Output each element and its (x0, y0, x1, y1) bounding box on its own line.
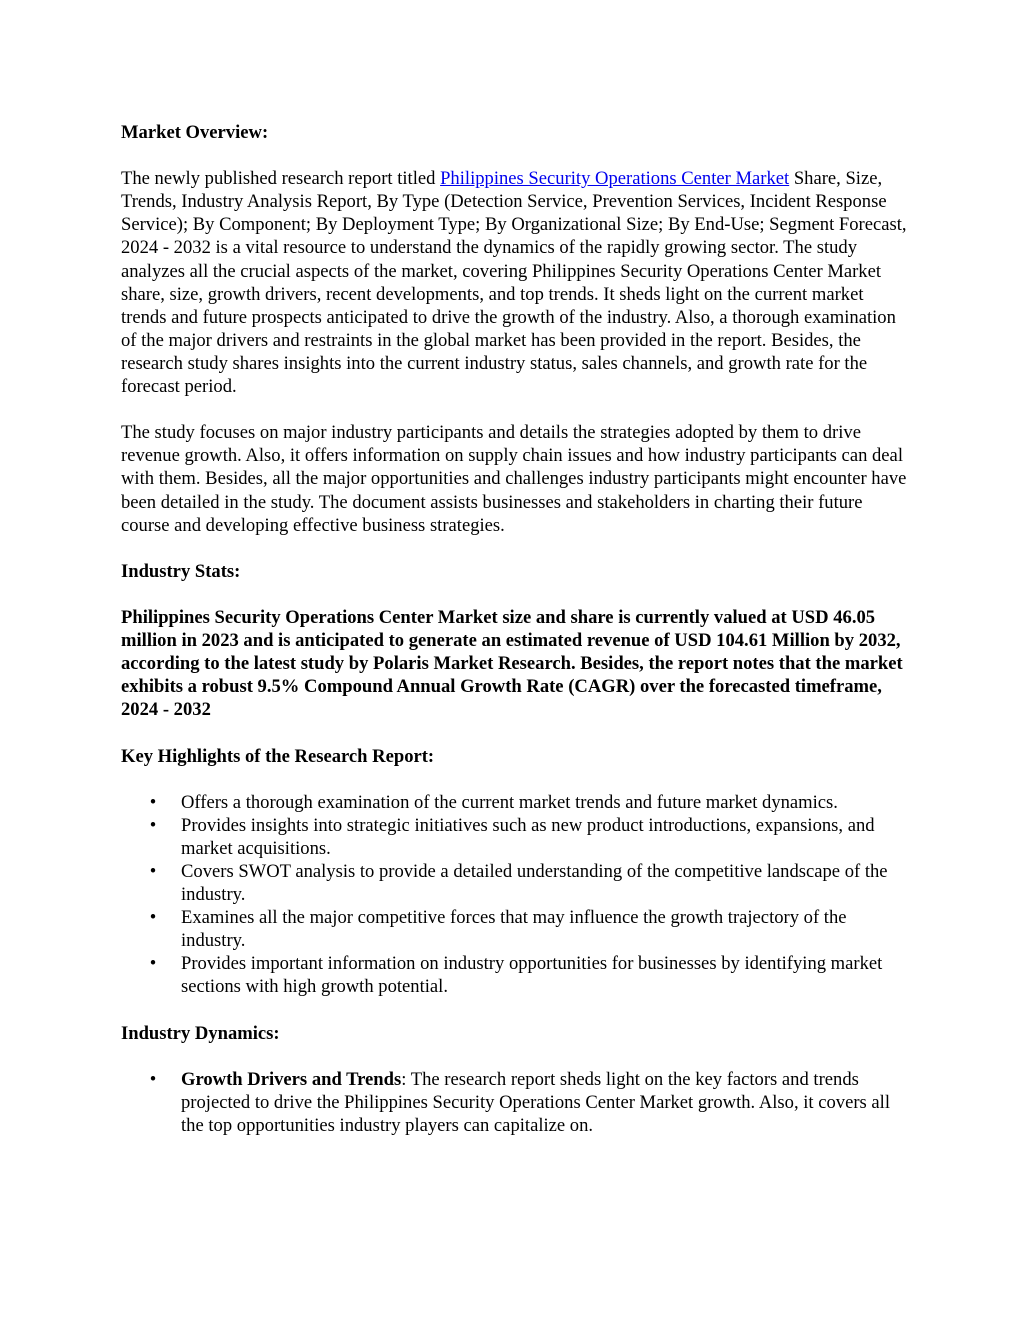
list-item (121, 860, 911, 906)
key-highlights-heading: Key Highlights of the Research Report: (121, 745, 435, 767)
bullet-icon: • (149, 907, 157, 929)
bullet-icon: • (149, 814, 157, 836)
market-overview-paragraph-2: The study focuses on major industry participants and details the strategies adopted by them to drive revenue growth. Also, it offers information on supply chain issues and how industry participants can deal with them. Besides, all the major opportunities and challenges industry participants might encounter have been detailed in the study. The document assists businesses and stakeholders in charting their future course and developing effective business strategies. (121, 422, 907, 536)
list-item-text: Provides insights into strategic initiatives such as new product introductions, expansions, and market acquisitions. (181, 814, 875, 859)
document-page (121, 121, 911, 1137)
bullet-icon: • (149, 1068, 157, 1090)
para1-body-text: Share, Size, Trends, Industry Analysis Report, By Type (Detection Service, Prevention Services, Incident Response Service); By Component; By Deployment Type; By Organizational Size; By End-Use; Segment Forecast, 2024 - 2032 is a vital resource to understand the dynamics of the rapidly growing sector. The study analyzes all the crucial aspects of the market, covering Philippines Security Operations Center Market share, size, growth drivers, recent developments, and top trends. It sheds light on the current market trends and future prospects anticipated to drive the growth of the industry. Also, a thorough examination of the major drivers and restraints in the global market has been provided in the report. Besides, the research study shares insights into the current industry status, sales channels, and growth rate for the forecast period. (121, 168, 907, 398)
industry-dynamics-heading: Industry Dynamics: (121, 1022, 280, 1044)
industry-dynamics-list (121, 1068, 911, 1137)
list-item (121, 906, 911, 952)
para1-intro-text: The newly published research report titled (121, 168, 441, 190)
report-title-link[interactable]: Philippines Security Operations Center Market (440, 168, 790, 190)
list-item-text: Provides important information on industry opportunities for businesses by identifying market sections with high growth potential. (181, 953, 883, 998)
list-item (121, 814, 911, 860)
list-item-text: Offers a thorough examination of the current market trends and future market dynamics. (181, 791, 838, 813)
list-item (121, 791, 911, 814)
list-item-text: Covers SWOT analysis to provide a detailed understanding of the competitive landscape of the industry. (181, 861, 888, 906)
bullet-icon: • (149, 953, 157, 975)
industry-stats-paragraph: Philippines Security Operations Center Market size and share is currently valued at USD 46.05 million in 2023 and is anticipated to generate an estimated revenue of USD 104.61 Million by 2032, according to the latest study by Polaris Market Research. Besides, the report notes that the market exhibits a robust 9.5% Compound Annual Growth Rate (CAGR) over the forecasted timeframe, 2024 - 2032 (121, 606, 903, 721)
key-highlights-list (121, 791, 911, 999)
list-item (121, 952, 911, 998)
dynamics-item-title: Growth Drivers and Trends (181, 1068, 402, 1090)
market-overview-paragraph-1 (121, 167, 911, 398)
dynamics-item-text: : The research report sheds light on the key factors and trends projected to drive the Philippines Security Operations Center Market growth. Also, it covers all the top opportunities industry players can capitalize on. (181, 1068, 890, 1137)
market-overview-heading: Market Overview: (121, 122, 269, 143)
bullet-icon: • (149, 791, 157, 813)
list-item-text: Examines all the major competitive forces that may influence the growth trajectory of the industry. (181, 907, 847, 952)
list-item (121, 1068, 911, 1137)
industry-stats-heading: Industry Stats: (121, 560, 241, 582)
bullet-icon: • (149, 861, 157, 882)
